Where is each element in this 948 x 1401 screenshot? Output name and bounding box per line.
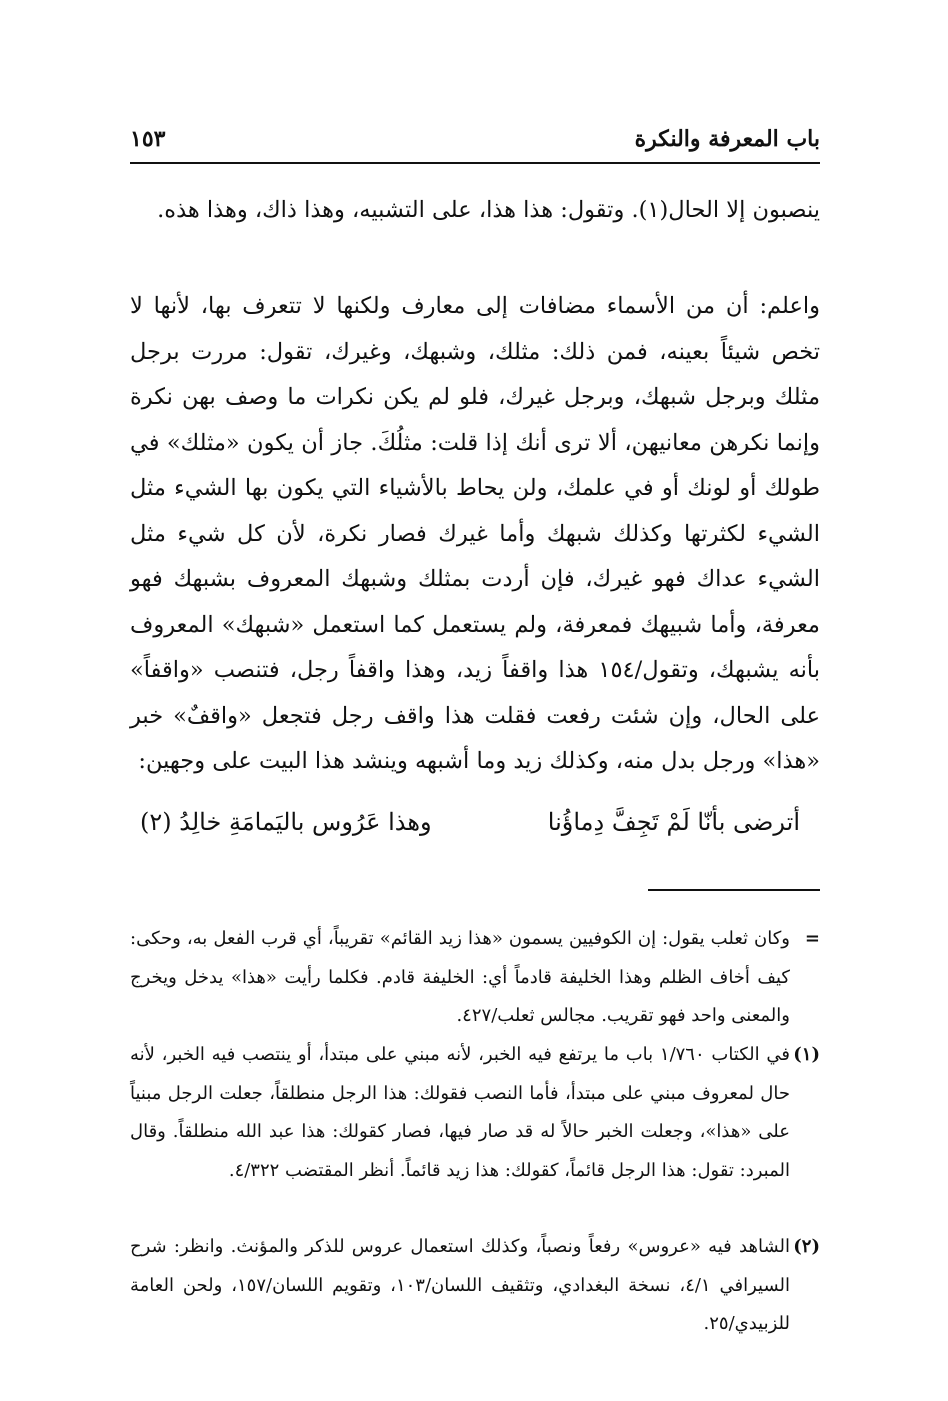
page-number: ١٥٣ xyxy=(130,126,166,152)
chapter-title: باب المعرفة والنكرة xyxy=(634,126,820,152)
footnote-marker: (٢) xyxy=(793,1236,820,1257)
footnote-text: الشاهد فيه «عروس» رفعاً ونصباً، وكذلك استعمال عروس للذكر والمؤنث. وانظر: شرح السيرافي ٤/١، نسخة البغدادي، وتثقيف اللسان/١٠٣، وتقويم اللسان/١٥٧، ولحن العامة للزبيدي/٢٥. xyxy=(130,1236,790,1334)
footnote-marker: (١) xyxy=(793,1044,820,1065)
verse-second-hemistich: وهذا عَرُوس باليَمامَةِ خالِدُ (٢) xyxy=(140,808,432,836)
poetry-verse xyxy=(140,808,820,854)
footnote-1 xyxy=(130,1036,820,1228)
footnote-text: وكان ثعلب يقول: إن الكوفيين يسمون «هذا زيد القائم» تقريباً، أي قرب الفعل به، وحكى: كيف أخاف الظلم وهذا الخليفة قادماً أي: الخليفة قادم. فكلما رأيت «هذا» يدخل ويخرج والمعنى واحد فهو تقريب. مجالس ثعلب/٤٢٧. xyxy=(130,928,790,1026)
page-header xyxy=(130,126,820,164)
footnote-continuation xyxy=(130,920,820,1036)
paragraph-1: ينصبون إلا الحال(١). وتقول: هذا هذا، على التشبيه، وهذا ذاك، وهذا هذه. xyxy=(157,197,820,223)
verse-first-hemistich: أترضى بأنّا لَمْ تَجِفَّ دِماؤُنا xyxy=(547,808,800,836)
footnote-text: في الكتاب ١/٧٦٠ باب ما يرتفع فيه الخبر، لأنه مبني على مبتدأ، أو ينتصب فيه الخبر، لأنه حال لمعروف مبني على مبتدأ، فأما النصب فقولك: هذا الرجل منطلقاً، جعلت الرجل مبنياً على «هذا»، وجعلت الخبر حالاً له قد صار فيها، فصار كقولك: هذا عبد الله منطلقاً. وقال المبرد: تقول: هذا الرجل قائماً، كقولك: هذا زيد قائماً. أنظر المقتضب ٤/٣٢٢. xyxy=(130,1044,790,1181)
footnote-2 xyxy=(130,1228,820,1344)
footnote-separator xyxy=(648,889,820,891)
footnote-marker: = xyxy=(804,928,820,949)
footnotes xyxy=(130,920,820,1344)
main-text xyxy=(130,188,820,785)
paragraph-2: واعلم: أن من الأسماء مضافات إلى معارف ولكنها لا تتعرف بها، لأنها لا تخص شيئاً بعينه، فمن ذلك: مثلك، وشبهك، وغيرك، تقول: مررت برجل مثلك وبرجل شبهك، وبرجل غيرك، فلو لم يكن نكرات ما وصف بهن نكرة وإنما نكرهن معانيهن، ألا ترى أنك إذا قلت: مثلُكَ. جاز أن يكون «مثلك» في طولك أو لونك أو في علمك، ولن يحاط بالأشياء التي يكون بها الشيء مثل الشيء لكثرتها وكذلك شبهك وأما غيرك فصار نكرة، لأن كل شيء مثل الشيء عداك فهو غيرك، فإن أردت بمثلك وشبهك المعروف بشبهك فهو معرفة، وأما شبيهك فمعرفة، ولم يستعمل كما استعمل «شبهك» المعروف بأنه يشبهك، وتقول/١٥٤ هذا واقفاً زيد، وهذا واقفاً رجل، فتنصب «واقفاً» على الحال، وإن شئت رفعت فقلت هذا واقف رجل فتجعل «واقفٌ» خبر «هذا» ورجل بدل منه، وكذلك زيد وما أشبهه وينشد هذا البيت على وجهين: xyxy=(130,293,821,774)
